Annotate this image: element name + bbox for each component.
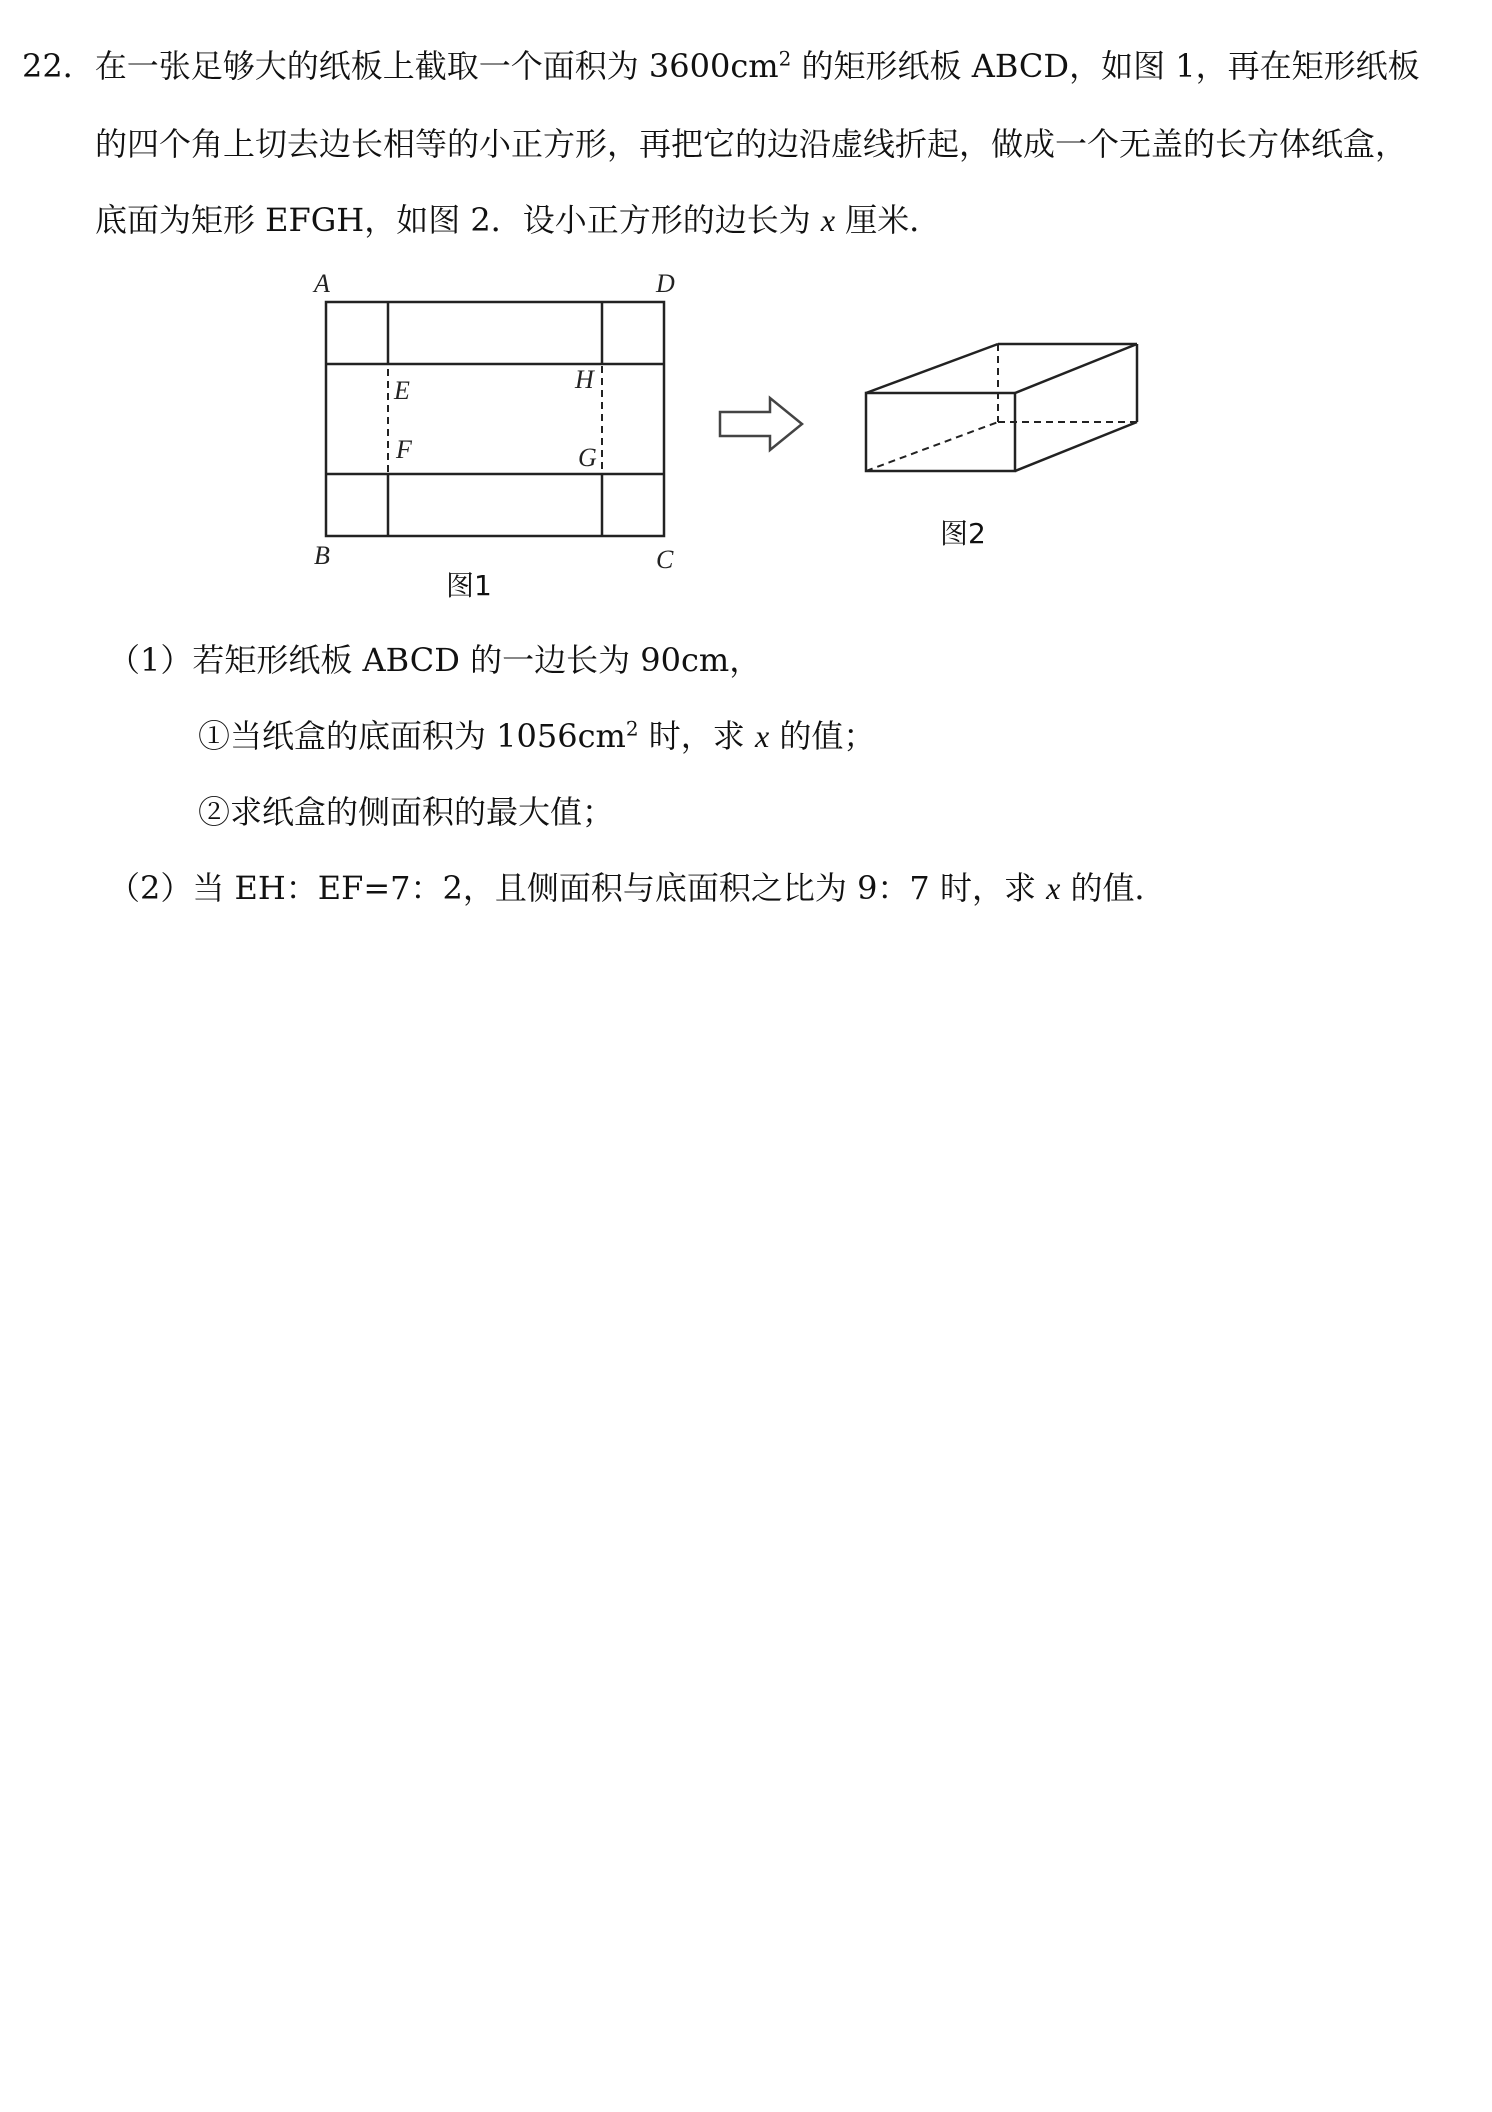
variable-x: x <box>1046 870 1061 906</box>
part-2-line <box>108 868 1167 908</box>
box-front-face <box>866 393 1015 471</box>
label-h: H <box>575 365 594 394</box>
part-1-sub-1-a: ①当纸盒的底面积为 1056cm <box>198 717 626 755</box>
label-f: F <box>396 435 412 464</box>
part-1-sub-1 <box>198 716 875 756</box>
box-top-right-edge <box>1015 344 1137 393</box>
box-hidden-bottom-left <box>866 422 998 471</box>
part-1-sub-2-text: ②求纸盒的侧面积的最大值； <box>198 793 615 831</box>
label-d: D <box>656 269 675 298</box>
problem-line1-a: 在一张足够大的纸板上截取一个面积为 3600cm <box>94 47 779 85</box>
variable-x: x <box>820 202 836 238</box>
part-2-text-a: （2）当 EH：EF=7：2，且侧面积与底面积之比为 9：7 时，求 <box>108 869 1047 907</box>
part-1-sub-2 <box>198 792 614 832</box>
figure-1-diagram <box>300 258 700 588</box>
superscript-2: 2 <box>778 46 792 71</box>
rectangle-abcd <box>326 302 664 536</box>
figure-1-caption: 图1 <box>446 569 492 602</box>
box-bottom-right-edge <box>1015 422 1137 471</box>
problem-line-2 <box>95 124 1407 164</box>
problem-line2-text: 的四个角上切去边长相等的小正方形，再把它的边沿虚线折起，做成一个无盖的长方体纸盒， <box>95 125 1408 163</box>
label-e: E <box>394 376 410 405</box>
label-b: B <box>314 541 330 570</box>
label-c: C <box>656 545 674 574</box>
problem-line1-b: 的矩形纸板 ABCD，如图 1，再在矩形纸板 <box>791 47 1420 85</box>
problem-line3-a: 底面为矩形 EFGH，如图 2．设小正方形的边长为 <box>95 201 821 239</box>
label-a: A <box>314 269 330 298</box>
part-2-text-b: 的值． <box>1060 869 1167 907</box>
part-1-sub-1-c: 的值； <box>769 717 876 755</box>
problem-line-3 <box>95 200 941 240</box>
variable-x: x <box>754 718 770 754</box>
problem-line-1 <box>22 46 1420 86</box>
part-1-text: （1）若矩形纸板 ABCD 的一边长为 90cm， <box>108 641 762 679</box>
dashed-rectangle-efgh <box>388 364 602 474</box>
problem-number: 22． <box>22 47 95 85</box>
figure-2-diagram <box>860 336 1150 486</box>
superscript-2: 2 <box>625 716 639 741</box>
figure-2-caption: 图2 <box>940 517 986 550</box>
label-g: G <box>578 443 597 472</box>
box-top-left-edge <box>866 344 998 393</box>
arrow-right-icon <box>718 394 808 454</box>
part-1-sub-1-b: 时，求 <box>638 717 755 755</box>
problem-line3-b: 厘米． <box>835 201 942 239</box>
part-1-line <box>108 640 761 680</box>
